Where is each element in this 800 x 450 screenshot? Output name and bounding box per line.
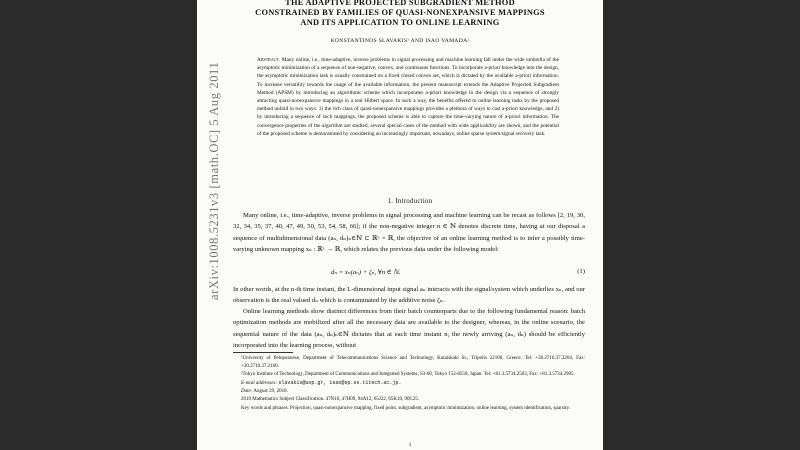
title-line: CONSTRAINED BY FAMILIES OF QUASI-NONEXPANSIVE MAPPINGS bbox=[255, 8, 545, 17]
abstract bbox=[257, 56, 559, 138]
email-addresses: slavakis@uop.gr, isao@sp.ss.titech.ac.jp. bbox=[278, 380, 402, 387]
footnote-date bbox=[233, 388, 585, 396]
footnote-affiliation-2: ²Tokyo Institute of Technology, Department of Communications and Integrated Systems, S3-60, Tokyo 152-8550, Japan. Tel: +81.3.5734.2503, Fax: +81.3.5734.2905. bbox=[241, 372, 575, 378]
footnote-affiliation-1: ¹University of Peloponnese, Department of Telecommunications Science and Technology, Karaiskaki St., Tripolis 22100, Greece. Tel: +30.2710.37.2204, Fax: +30.2710.37.2160. bbox=[241, 356, 585, 370]
footnote-msc: 2010 Mathematics Subject Classification. 47N10, 47H09, 94A12, 65J22, 65K10, 90C25. bbox=[241, 397, 420, 403]
body-paragraph: Online learning methods show distinct differences from their batch counterparts due to the following fundamental reason: batch optimization methods are mobilized after all the necessary data are available to the designer, whereas, in the online scenario, the sequential nature of the data (aₙ, dₙ)ₙ∈ℕ dictates that at each time instant n, the newly arriving (aₙ, dₙ) should be efficiently incorporated into the learning process, without bbox=[233, 308, 585, 349]
footnotes bbox=[233, 355, 585, 413]
arxiv-identifier-stamp: arXiv:1008.5231v3 [math.OC] 5 Aug 2011 bbox=[207, 61, 221, 300]
paper-title bbox=[250, 0, 550, 28]
footnote-divider bbox=[233, 352, 293, 353]
date-value: August 29, 2018. bbox=[253, 389, 288, 395]
section-heading-introduction: 1. Introduction bbox=[387, 198, 433, 205]
footnote-emails bbox=[233, 379, 585, 388]
equation-text: dₙ = xₙ(aₙ) + ζₙ, ∀n ∈ ℕ. bbox=[331, 269, 401, 276]
abstract-label: Abstract. bbox=[257, 57, 281, 63]
author-list: KONSTANTINOS SLAVAKIS¹ AND ISAO YAMADA² bbox=[330, 38, 470, 44]
equation-number: (1) bbox=[577, 268, 585, 275]
body-paragraph: In other words, at the n-th time instant, the L-dimensional input signal aₙ interacts with the signal/system which underlies xₙ, and our observation is the real valued dₙ which is contaminated by the additive noise ζₙ. bbox=[233, 286, 585, 305]
footnote-keywords: Key words and phrases. Projection, quasi-nonexpansive mapping, fixed point, subgradient, asymptotic minimization, online learning, system identification, sparsity. bbox=[241, 405, 570, 411]
title-line: THE ADAPTIVE PROJECTED SUBGRADIENT METHOD bbox=[285, 0, 515, 7]
page-number: 1 bbox=[408, 442, 412, 448]
email-label: E-mail addresses: bbox=[241, 381, 278, 387]
date-label: Date: bbox=[241, 389, 253, 395]
body-paragraph: Many online, i.e., time-adaptive, inverse problems in signal processing and machine learning can be recast as follows [2, 19, 30, 32, 34, 35, 37, 40, 47, 49, 50, 53, 54, 58, 66]; if the non-negative integer n ∈ ℕ denotes discrete time, having at our disposal a sequence of multidimensional data (aₙ, dₙ)ₙ∈ℕ ⊂ ℝᴸ × ℝ, the objective of an online learning method is to infer a possibly time-varying unknown mapping xₙ : ℝᴸ → ℝ, which relates the previous data under the following model: bbox=[233, 212, 585, 253]
title-line: AND ITS APPLICATION TO ONLINE LEARNING bbox=[300, 18, 500, 27]
abstract-text: Many online, i.e., time-adaptive, inverse problems in signal processing and machine learning fall under the wide umbrella of the asymptotic minimization of a sequence of non-negative, convex, and continuous functions. To incorporate a-priori knowledge into the design, the asymptotic minimization task is usually constrained on a fixed closed convex set, which is dictated by the available a-priori information. To increase versatility towards the usage of the available information, the present manuscript extends the Adaptive Projected Subgradient Method (APSM) by introducing an algorithmic scheme which incorporates a-priori knowledge in the design via a sequence of strongly attracting quasi-nonexpansive mappings in a real Hilbert space. In such a way, the benefits offered to online learning tasks by the proposed method unfold in two ways: 1) the rich class of quasi-nonexpansive mappings provides a plethora of ways to cast a-priori knowledge, and 2) by introducing a sequence of such mappings, the proposed scheme is able to capture the time-varying nature of a-priori information. The convergence properties of the algorithm are studied, several special cases of the method with wide applicability are shown, and the potential of the proposed scheme is demonstrated by considering an increasingly important, nowadays, online sparse system/signal recovery task. bbox=[257, 57, 559, 137]
